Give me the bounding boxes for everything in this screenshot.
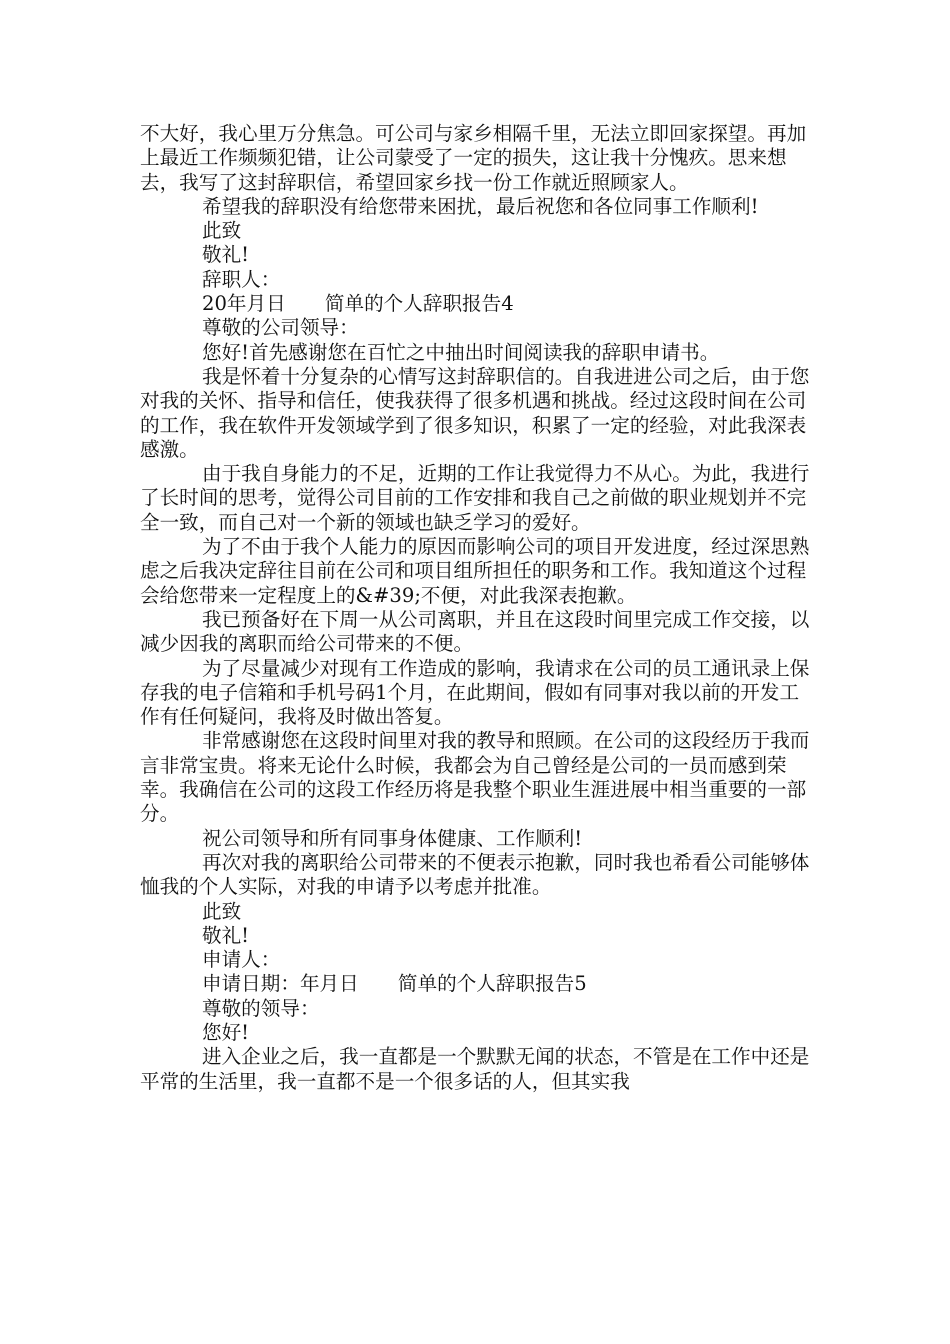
salutation-cizhi: 此致 (202, 219, 242, 243)
paragraph-insufficient-ability: 由于我自身能力的不足，近期的工作让我觉得力不从心。为此，我进行了长时间的思考，觉得公司目前的工作安排和我自己之前做的职业规划并不完全一致，而自己对一个新的领域也缺乏学习的爱好。 (140, 462, 810, 534)
signature-resigner: 辞职人： (202, 267, 281, 291)
salutation-cizhi-2: 此致 (202, 899, 242, 923)
signature-applicant: 申请人： (202, 948, 281, 972)
paragraph-apology-approval: 再次对我的离职给公司带来的不便表示抱歉，同时我也希看公司能够体恤我的个人实际，对我的申请予以考虑并批准。 (140, 850, 810, 899)
greeting-company-leader: 尊敬的公司领导： (202, 316, 359, 340)
greeting-leader: 尊敬的领导： (202, 996, 320, 1020)
paragraph-blessing: 祝公司领导和所有同事身体健康、工作顺利! (202, 826, 583, 850)
paragraph-decision: 为了不由于我个人能力的原因而影响公司的项目开发进度，经过深思熟虑之后我决定辞往目前在公司和项目组所担任的职务和工作。我知道这个过程会给您带来一定程度上的&#39;不便，对此我深表抱歉。 (140, 535, 810, 607)
paragraph-gratitude: 非常感谢您在这段时间里对我的教导和照顾。在公司的这段经历于我而言非常宝贵。将来无论什么时候，我都会为自己曾经是公司的一员而感到荣幸。我确信在公司的这段工作经历将是我整个职业生涯进展中相当重要的一部分。 (140, 729, 810, 826)
paragraph-family-reason: 不大好，我心里万分焦急。可公司与家乡相隔千里，无法立即回家探望。再加上最近工作频频犯错，让公司蒙受了一定的损失，这让我十分愧疚。思来想去，我写了这封辞职信，希望回家乡找一份工作就近照顾家人。 (140, 122, 807, 194)
paragraph-thanks-reading: 您好!首先感谢您在百忙之中抽出时间阅读我的辞职申请书。 (202, 340, 720, 364)
greeting-hello: 您好! (202, 1020, 250, 1044)
paragraph-complex-feelings: 我是怀着十分复杂的心情写这封辞职信的。自我进进公司之后，由于您对我的关怀、指导和信任，使我获得了很多机遇和挑战。经过这段时间在公司的工作，我在软件开发领域学到了很多知识，积累了一定的经验，对此我深表感激。 (140, 364, 810, 461)
date-and-heading-report-5: 申请日期：年月日 简单的个人辞职报告5 (202, 972, 587, 996)
date-and-heading-report-4: 20年月日 简单的个人辞职报告4 (202, 292, 514, 316)
paragraph-handover: 我已预备好在下周一从公司离职，并且在这段时间里完成工作交接，以减少因我的离职而给公司带来的不便。 (140, 607, 810, 656)
salutation-jingli: 敬礼! (202, 243, 250, 267)
paragraph-closing-wish: 希望我的辞职没有给您带来困扰，最后祝您和各位同事工作顺利! (202, 194, 759, 218)
salutation-jingli-2: 敬礼! (202, 923, 250, 947)
document-body (140, 122, 816, 1094)
paragraph-contact-retention: 为了尽量减少对现有工作造成的影响，我请求在公司的员工通讯录上保存我的电子信箱和手机号码1个月，在此期间，假如有同事对我以前的开发工作有任何疑问，我将及时做出答复。 (140, 656, 810, 729)
paragraph-entering-company: 进入企业之后，我一直都是一个默默无闻的状态，不管是在工作中还是平常的生活里，我一直都不是一个很多话的人，但其实我 (140, 1045, 810, 1093)
